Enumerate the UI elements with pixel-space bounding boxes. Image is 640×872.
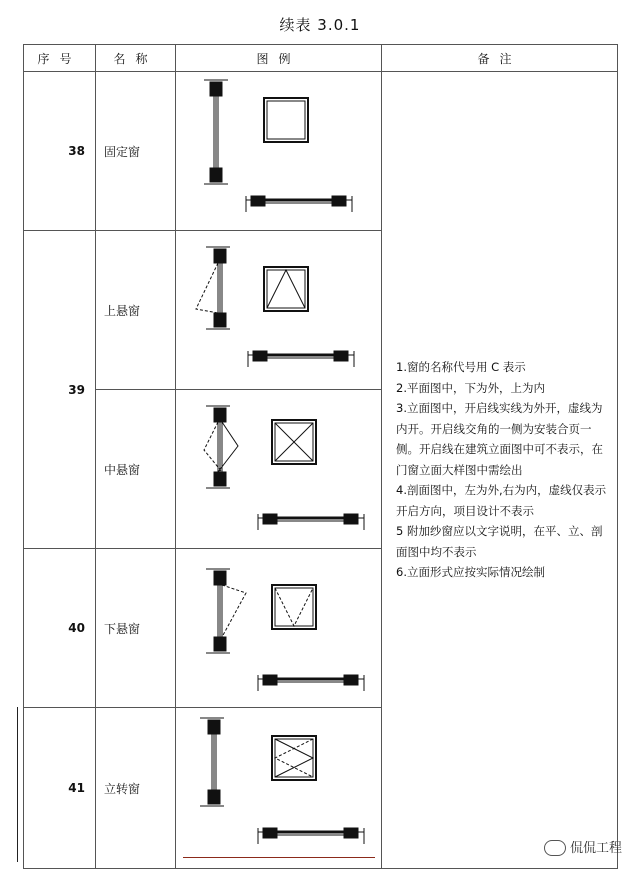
note-item: 2.平面图中，下为外，上为内: [396, 380, 545, 395]
bottom-hung-window-symbol: [176, 549, 382, 707]
row-name: 下悬窗: [96, 549, 176, 708]
row-name: 固定窗: [96, 72, 176, 231]
watermark: [544, 837, 622, 857]
note-item: 1.窗的名称代号用 C 表示: [396, 360, 526, 375]
row-name: 中悬窗: [96, 390, 176, 549]
header-notes: 备注: [382, 45, 618, 72]
note-item: 6.立面形式应按实际情况绘制: [396, 565, 545, 580]
header-seq: 序号: [24, 45, 96, 72]
header-name: 名称: [96, 45, 176, 72]
note-item: 4.剖面图中，左为外,右为内，虚线仅表示开启方向，项目设计不表示: [396, 483, 607, 518]
row-number: 40: [24, 549, 96, 708]
note-item: 3.立面图中，开启线实线为外开，虚线为内开。开启线交角的一侧为安装合页一侧。开启线在建筑立面图中可不表示，在门窗立面大样图中需绘出: [396, 401, 603, 477]
fixed-window-symbol: [176, 72, 382, 230]
legend-top-hung-window: [176, 231, 382, 390]
watermark-text: 侃侃工程: [569, 840, 622, 856]
row-name: 立转窗: [96, 708, 176, 869]
legend-fixed-window: [176, 72, 382, 231]
legend-center-pivot-window: [176, 390, 382, 549]
row-number: 39: [24, 231, 96, 549]
center-pivot-window-symbol: [176, 390, 382, 548]
vertical-pivot-window-symbol: [176, 708, 382, 868]
header-legend: 图例: [176, 45, 382, 72]
wechat-icon: [544, 840, 566, 856]
table-row: [24, 72, 618, 231]
note-item: 5 附加纱窗应以文字说明，在平、立、剖面图中均不表示: [396, 524, 603, 559]
underline-mark: [183, 857, 375, 858]
legend-vertical-pivot-window: [176, 708, 382, 869]
row-name: 上悬窗: [96, 231, 176, 390]
table-title: 续表 3.0.1: [279, 16, 361, 34]
notes-cell: [382, 72, 618, 869]
header-row: [24, 45, 618, 72]
scan-edge-line: [17, 707, 18, 862]
legend-bottom-hung-window: [176, 549, 382, 708]
row-number: 38: [24, 72, 96, 231]
row-number: 41: [24, 708, 96, 869]
window-legend-table: [23, 44, 618, 869]
top-hung-window-symbol: [176, 231, 382, 389]
